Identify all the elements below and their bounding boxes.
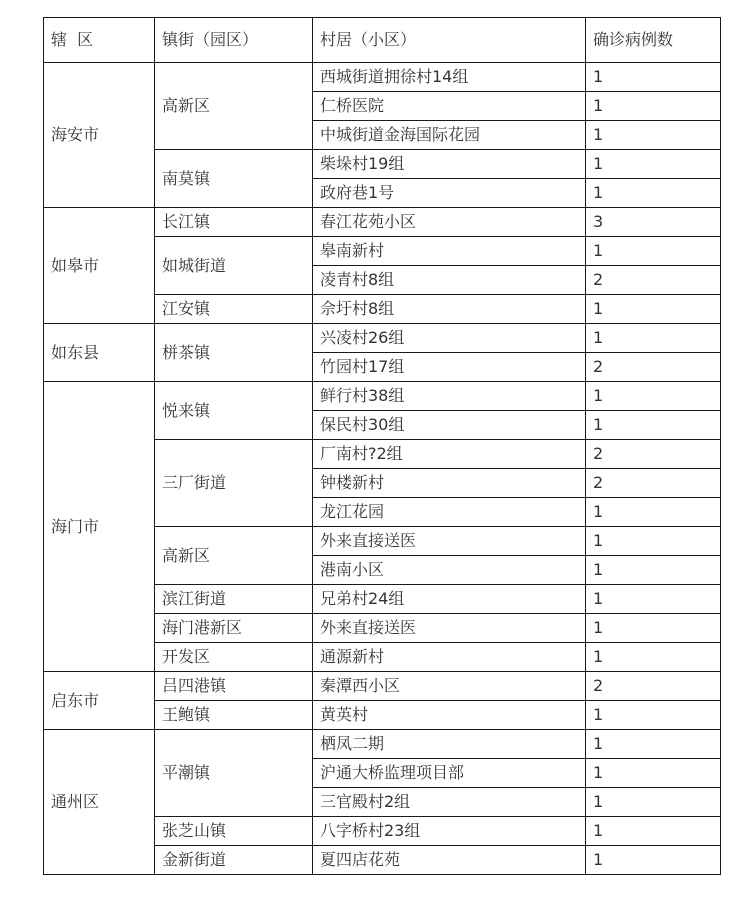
header-district: 辖 区 — [44, 18, 155, 63]
town-cell: 栟茶镇 — [155, 324, 313, 382]
table-body — [44, 63, 721, 875]
district-cell: 通州区 — [44, 730, 155, 875]
village-cell: 八字桥村23组 — [313, 817, 586, 846]
village-cell: 栖凤二期 — [313, 730, 586, 759]
town-cell: 平潮镇 — [155, 730, 313, 817]
case-count-cell: 2 — [586, 353, 721, 382]
case-count-cell: 3 — [586, 208, 721, 237]
village-cell: 外来直接送医 — [313, 614, 586, 643]
case-count-cell: 1 — [586, 411, 721, 440]
village-cell: 中城街道金海国际花园 — [313, 121, 586, 150]
case-count-cell: 1 — [586, 614, 721, 643]
town-cell: 悦来镇 — [155, 382, 313, 440]
village-cell: 夏四店花苑 — [313, 846, 586, 875]
case-count-cell: 1 — [586, 788, 721, 817]
village-cell: 三官殿村2组 — [313, 788, 586, 817]
table-row — [44, 63, 721, 92]
header-case-count: 确诊病例数 — [586, 18, 721, 63]
table-row — [44, 382, 721, 411]
table-row — [44, 730, 721, 759]
village-cell: 兄弟村24组 — [313, 585, 586, 614]
table-row — [44, 672, 721, 701]
case-count-cell: 1 — [586, 382, 721, 411]
village-cell: 厂南村?2组 — [313, 440, 586, 469]
case-count-cell: 2 — [586, 469, 721, 498]
town-cell: 海门港新区 — [155, 614, 313, 643]
village-cell: 外来直接送医 — [313, 527, 586, 556]
village-cell: 仁桥医院 — [313, 92, 586, 121]
village-cell: 柴垛村19组 — [313, 150, 586, 179]
case-count-cell: 1 — [586, 527, 721, 556]
village-cell: 凌青村8组 — [313, 266, 586, 295]
town-cell: 如城街道 — [155, 237, 313, 295]
case-count-cell: 1 — [586, 556, 721, 585]
case-count-cell: 1 — [586, 643, 721, 672]
district-cell: 如东县 — [44, 324, 155, 382]
town-cell: 金新街道 — [155, 846, 313, 875]
case-count-cell: 1 — [586, 817, 721, 846]
village-cell: 兴凌村26组 — [313, 324, 586, 353]
table-row — [44, 208, 721, 237]
case-count-cell: 1 — [586, 121, 721, 150]
village-cell: 通源新村 — [313, 643, 586, 672]
district-cell: 海门市 — [44, 382, 155, 672]
town-cell: 高新区 — [155, 527, 313, 585]
header-town: 镇街（园区） — [155, 18, 313, 63]
case-count-cell: 1 — [586, 846, 721, 875]
town-cell: 南莫镇 — [155, 150, 313, 208]
village-cell: 竹园村17组 — [313, 353, 586, 382]
case-count-cell: 1 — [586, 324, 721, 353]
case-count-cell: 1 — [586, 63, 721, 92]
town-cell: 滨江街道 — [155, 585, 313, 614]
village-cell: 秦潭西小区 — [313, 672, 586, 701]
case-count-cell: 1 — [586, 179, 721, 208]
confirmed-cases-table — [43, 17, 721, 875]
town-cell: 三厂街道 — [155, 440, 313, 527]
town-cell: 开发区 — [155, 643, 313, 672]
header-row — [44, 18, 721, 63]
town-cell: 吕四港镇 — [155, 672, 313, 701]
town-cell: 长江镇 — [155, 208, 313, 237]
village-cell: 沪通大桥监理项目部 — [313, 759, 586, 788]
case-count-cell: 2 — [586, 266, 721, 295]
town-cell: 张芝山镇 — [155, 817, 313, 846]
case-count-cell: 1 — [586, 237, 721, 266]
village-cell: 西城街道拥徐村14组 — [313, 63, 586, 92]
village-cell: 皋南新村 — [313, 237, 586, 266]
village-cell: 港南小区 — [313, 556, 586, 585]
case-count-cell: 1 — [586, 730, 721, 759]
table-row — [44, 324, 721, 353]
town-cell: 江安镇 — [155, 295, 313, 324]
village-cell: 佘圩村8组 — [313, 295, 586, 324]
village-cell: 龙江花园 — [313, 498, 586, 527]
district-cell: 启东市 — [44, 672, 155, 730]
district-cell: 海安市 — [44, 63, 155, 208]
village-cell: 黄英村 — [313, 701, 586, 730]
case-count-cell: 1 — [586, 585, 721, 614]
village-cell: 春江花苑小区 — [313, 208, 586, 237]
case-count-cell: 1 — [586, 701, 721, 730]
village-cell: 鲜行村38组 — [313, 382, 586, 411]
village-cell: 钟楼新村 — [313, 469, 586, 498]
case-count-cell: 1 — [586, 150, 721, 179]
case-count-cell: 2 — [586, 440, 721, 469]
case-count-cell: 1 — [586, 92, 721, 121]
district-cell: 如皋市 — [44, 208, 155, 324]
case-count-cell: 2 — [586, 672, 721, 701]
village-cell: 保民村30组 — [313, 411, 586, 440]
village-cell: 政府巷1号 — [313, 179, 586, 208]
header-village: 村居（小区） — [313, 18, 586, 63]
case-count-cell: 1 — [586, 295, 721, 324]
town-cell: 王鲍镇 — [155, 701, 313, 730]
case-count-cell: 1 — [586, 759, 721, 788]
case-count-cell: 1 — [586, 498, 721, 527]
town-cell: 高新区 — [155, 63, 313, 150]
